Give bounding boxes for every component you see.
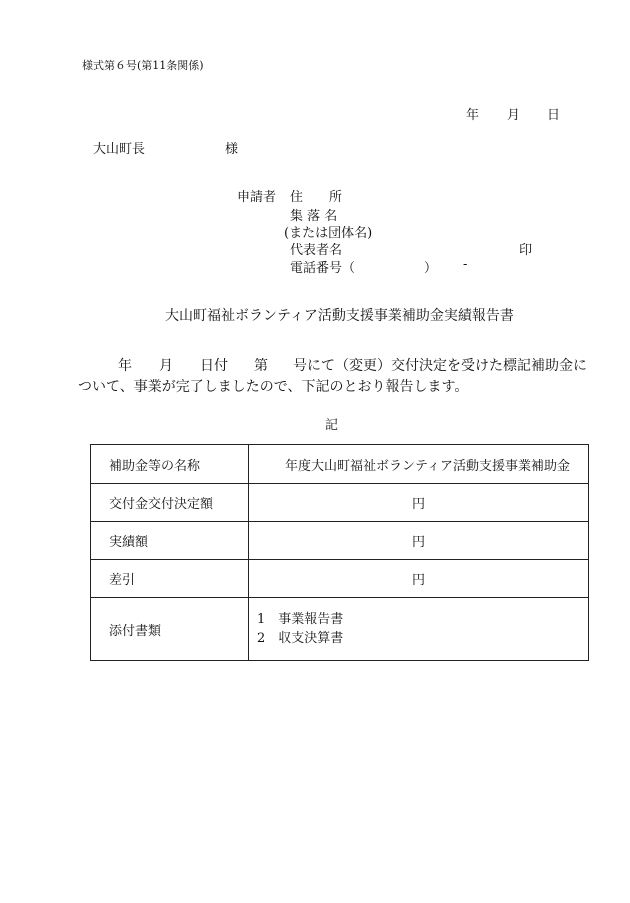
- applicant-label: 申請者: [237, 190, 277, 205]
- community-label: 集 落 名: [290, 209, 338, 224]
- list-item: 1 事業報告書: [257, 612, 344, 627]
- table-row: [91, 484, 589, 522]
- address-label: 住 所: [290, 190, 343, 205]
- body-line1-rest: 号にて（変更）交付決定を受けた標記補助金に: [293, 358, 587, 374]
- table-row: [91, 445, 589, 484]
- group-name-note: (または団体名): [284, 226, 373, 241]
- phone-dash: -: [463, 257, 468, 272]
- table-row: [91, 522, 589, 560]
- date-day-label: 日: [547, 108, 561, 123]
- actual-amount-label: 実績額: [91, 522, 249, 560]
- decision-amount-label: 交付金交付決定額: [91, 484, 249, 522]
- decision-amount-value: 円: [249, 484, 589, 522]
- difference-value: 円: [249, 560, 589, 598]
- date-month-label: 月: [507, 108, 521, 123]
- attachments-label: 添付書類: [91, 598, 249, 661]
- body-line2: ついて、事業が完了しましたので、下記のとおり報告します。: [78, 379, 469, 395]
- attachments-list: [249, 598, 589, 661]
- difference-label: 差引: [91, 560, 249, 598]
- phone-paren-close: ）: [424, 261, 438, 276]
- grant-name-label: 補助金等の名称: [91, 445, 249, 484]
- addressee-honorific: 様: [225, 142, 239, 157]
- ki-heading: 記: [325, 418, 339, 433]
- table-row: [91, 598, 589, 661]
- actual-amount-value: 円: [249, 522, 589, 560]
- form-number: 様式第６号(第11条関係): [82, 59, 204, 72]
- document-title: 大山町福祉ボランティア活動支援事業補助金実績報告書: [165, 308, 514, 324]
- body-month: 月: [159, 358, 173, 374]
- grant-report-table: [90, 444, 589, 661]
- date-year-label: 年: [466, 108, 480, 123]
- phone-label: 電話番号（: [290, 261, 356, 276]
- representative-label: 代表者名: [290, 243, 343, 258]
- body-day-suffix: 日付: [200, 358, 228, 374]
- body-number-prefix: 第: [254, 358, 268, 374]
- table-row: [91, 560, 589, 598]
- grant-name-value: 年度大山町福祉ボランティア活動支援事業補助金: [249, 445, 589, 484]
- addressee-name: 大山町長: [93, 142, 146, 157]
- list-item: 2 収支決算書: [257, 631, 344, 646]
- body-year: 年: [118, 358, 132, 374]
- seal-mark: 印: [519, 243, 533, 258]
